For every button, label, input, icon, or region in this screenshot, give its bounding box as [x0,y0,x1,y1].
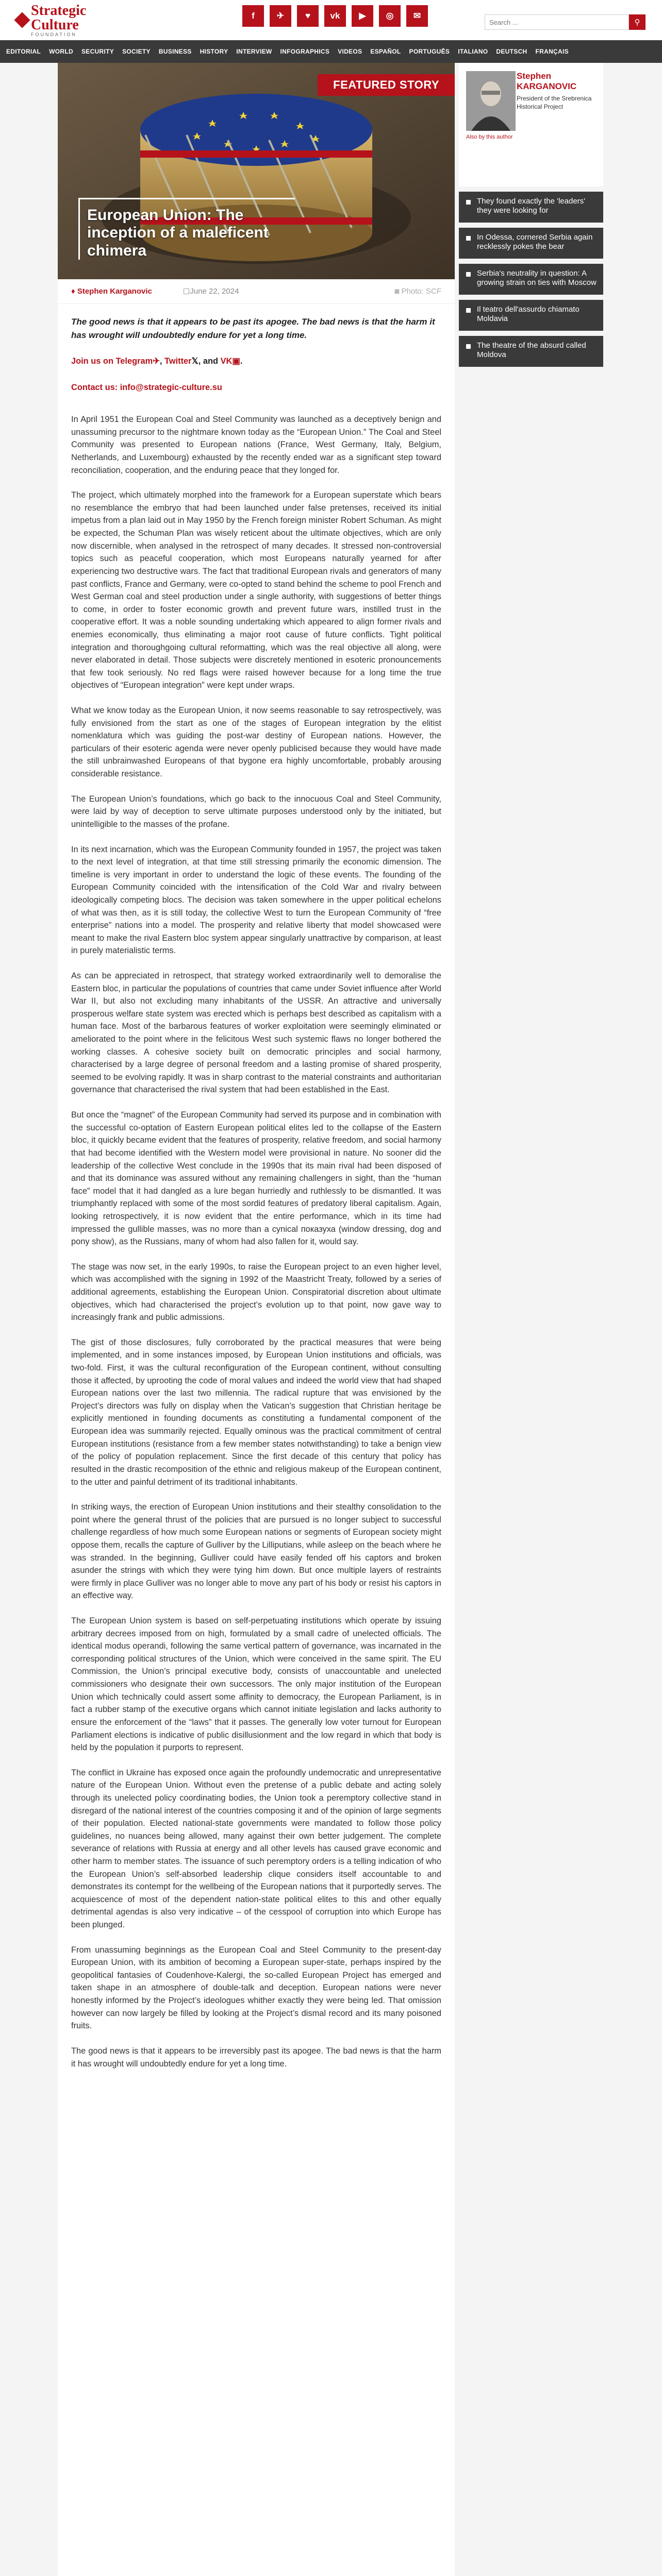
related-title: The theatre of the absurd called Moldova [477,341,586,359]
article-paragraph: In April 1951 the European Coal and Steel Community was launched as a deceptively benign and unassuming precursor to the nightmare known today as the “European Union.” The Coal and Steel Community was presented to European nations (France, West Germany, Italy, Belgium, Netherlands, and Luxembourg) exhausted by the recently ended war as a significant step toward reconciliation, cooperation, and the enduring peace that they longed for. [71,415,441,475]
sidebar [459,63,603,372]
list-item[interactable] [459,336,603,367]
featured-badge: FEATURED STORY [318,74,455,96]
user-icon: ♦ [71,287,77,296]
list-item[interactable] [459,228,603,259]
bullet-icon [466,200,471,205]
facebook-icon[interactable]: f [242,5,264,27]
bullet-icon [466,308,471,313]
article-paragraph: The project, which ultimately morphed into the framework for a European superstate which bears no resemblance the embryo that had been launched under false pretenses, received its initial impetus from a plan laid out in May 1950 by the French foreign minister Robert Schuman. As might be expected, the Schuman Plan was wisely reticent about the ultimate objectives, which are only now discernible, when analysed in the retrospect of many decades. It stressed non-controversial topics such as peaceful cooperation, which most Europeans naturally yearned for after experiencing two destructive wars. The fact that traditional European rivals and generators of many past conflicts, France and Germany, were co-opted to stand behind the scheme to pool French and West German coal and steel production under a single authority, with suggestions of better things to come, in order to foster economic growth and prevent future wars, instilled trust in the cooperative effort. It was a noble sounding undertaking which appeared to align former rivals and enemies economically, thus eliminating a major root cause of future conflicts. Tight political integration and thoroughgoing cultural reformatting, which was the real objective all along, were never elaborated in detail. Those subjects were discretely mentioned in esoteric pronouncements that few took seriously. No red flags were raised however because for a long time the true objectives of “European integration” were kept under wraps. [71,490,441,690]
logo-line3: FOUNDATION [31,31,77,37]
nav-infographics[interactable]: INFOGRAPHICS [280,48,330,55]
list-item[interactable] [459,192,603,223]
related-title: Il teatro dell'assurdo chiamato Moldavia [477,305,580,323]
article-meta [58,279,455,304]
camera-icon: ◙ [394,287,402,296]
article-paragraph: In its next incarnation, which was the European Community founded in 1957, the project was taken to the next level of integration, at that time still stressing primarily the economic dimension. The timeline is very important in order to understand the logic of these events. The founding of the European Community coincided with the intensification of the Cold War and rivalry between ideologically competing blocs. The decision was taken somewhere in the upper political echelons of what was then, as it is still today, the collective West to turn the European Community of “free enterprise” nations into a model. The prosperity and relative liberty that model showcased were meant to make the rival Eastern bloc system appear singularly unattractive by comparison, at least in purely materialistic terms. [71,844,441,956]
sidebar-author-desc: President of the Srebrenica Historical Project [517,95,592,110]
telegram-link[interactable]: Telegram [115,357,153,366]
related-title: In Odessa, cornered Serbia again recklessly pokes the bear [477,233,593,251]
logo-mark [14,12,30,28]
rss-icon[interactable]: ◎ [379,5,401,27]
contact-email[interactable]: info@strategic-culture.su [120,382,222,392]
nav-history[interactable]: HISTORY [200,48,228,55]
article-lead: The good news is that it appears to be past its apogee. The bad news is that the harm it has wrought will undoubtedly endure for yet a long time. [71,317,435,340]
author-photo[interactable] [466,71,516,131]
article-paragraph: From unassuming beginnings as the European Coal and Steel Community to the present-day European Union, with its ambition of becoming a European super-state, perhaps inspired by the geopolitical fantasies of Coudenhove-Kalergi, the so-called European Project has emerged and taken shape in an atmosphere of double-talk and deception. European nations were never honestly informed by the Project’s ideologues whither exactly they were being led. That omission however can now largely be filled by looking at the Project’s dismal record and its many poisoned fruits. [71,1945,441,2031]
contact-label: Contact us: [71,382,120,392]
search-input[interactable] [485,14,629,30]
bullet-icon [466,236,471,241]
nav-portugues[interactable]: PORTUGUÊS [409,48,450,55]
join-and: , and [198,357,221,366]
article-paragraph: What we know today as the European Union, it now seems reasonable to say retrospectively, was fully envisioned from the start as one of the stages of European integration by the elitist nomenklatura which was guiding the post-war destiny of European nations. However, the particulars of their esoteric agenda were never openly publicised because they would have made the still unbrainwashed Europeans of that bygone era highly uncomfortable, probably arousing considerable resistance. [71,706,441,779]
article-paragraph: The gist of those disclosures, fully corroborated by the practical measures that were being implemented, and in some instances imposed, by European Union institutions and officials, was two-fold. First, it was the cultural reconfiguration of the European continent, without consulting those it affected, by uprooting the code of moral values and indeed the world view that had shaped European nations over the last two millennia. The radical rupture that was envisioned by the Project’s directors was fully on display when the Vatican’s suggestion that Christian heritage be explicitly mentioned in founding documents as constituting a fundamental component of the European idea was summarily rejected. Equally ominous was the practical commitment of central European institutions (resistance from a few member states notwithstanding) to take a benign view of the policy of population replacement. Since the first decade of this century that policy has resulted in the drastic recomposition of the ethnic and religious makeup of the European continent, to the utter and painful detriment of its traditional inhabitants. [71,1337,441,1487]
sidebar-author-name[interactable]: Stephen KARGANOVIC [517,71,577,92]
nav-society[interactable]: SOCIETY [122,48,151,55]
rumble-icon[interactable]: ▶ [352,5,373,27]
article-paragraph: But once the “magnet” of the European Community had served its purpose and in combination with the successful co-optation of Eastern European political elites led to the collapse of the Eastern bloc, it quickly became evident that the features of prosperity, relative freedom, and social harmony that had become identified with the Western model were provisional in nature. No sooner did the leadership of the collective West conclude in the 1990s that its main rival had been disposed of and that its dominance was assured without any remaining challengers in sight, than the “human face” model that it had dangled as a lure began hurriedly and ruthlessly to be dismantled. It was triumphantly replaced with some of the most sordid features of predatory liberal capitalism. Again, looking retrospectively, it is now evident that the entire performance, which in its time had impressed the gullible masses, was no more than a cynical показуха (window dressing, dog and pony show), as the Russians, many of whom had also fallen for it, would say. [71,1110,441,1247]
logo-line1: Strategic [31,2,87,19]
hero-image [58,63,455,279]
photo-credit [394,287,441,296]
telegram-icon: ✈ [153,357,160,366]
nav-security[interactable]: SECURITY [81,48,114,55]
related-title: Serbia's neutrality in question: A growing strain on ties with Moscow [477,269,597,287]
author-card [459,63,603,187]
nav-world[interactable]: WORLD [49,48,73,55]
search-box [485,14,646,30]
author-portrait [466,71,516,131]
list-item[interactable] [459,264,603,295]
nav-videos[interactable]: VIDEOS [338,48,362,55]
nav-deutsch[interactable]: DEUTSCH [496,48,527,55]
odnoklassniki-icon[interactable]: ♥ [297,5,319,27]
nav-interview[interactable]: INTERVIEW [236,48,272,55]
join-prefix: Join us on [71,357,116,366]
article-body [58,304,455,2070]
contact-us [71,381,441,394]
nav-espanol[interactable]: ESPAÑOL [370,48,401,55]
calendar-icon: ☐ [183,287,190,296]
nav-italiano[interactable]: ITALIANO [458,48,488,55]
author-info [517,71,597,128]
article-paragraph: The good news is that it appears to be irreversibly past its apogee. The bad news is that the harm it has wrought will undoubtedly endure for yet a long time. [71,2046,441,2069]
nav-francais[interactable]: FRANÇAIS [535,48,569,55]
also-by-author-link[interactable]: Also by this author [466,134,513,140]
author-name: Stephen Karganovic [77,287,152,296]
join-us: Join us on Telegram✈, Twitter𝕏, and VK▣. [71,357,243,366]
vk-icon[interactable]: vk [324,5,346,27]
logo-line2: Culture [31,16,79,33]
social-links [242,5,428,27]
x-icon: 𝕏 [191,357,198,366]
photo-credit-text: Photo: SCF [401,287,441,296]
article-paragraph: The conflict in Ukraine has exposed once again the profoundly undemocratic and unrepresentative nature of the European Union. Without even the pretense of a public debate and acting solely through its unelected policy coordinating bodies, the Union took a peremptory collective stand in disregard of the national interest of the countries composing it and of the opinion of large segments of their population. Elected national-state governments were mandated to follow those policy guidelines, no nuances being allowed, many against their own better judgement. The complete severance of relations with Russia at energy and all other levels has caused grave economic and other harm to member states. The issuance of such peremptory orders is a telling indication of who the European Union’s self-absorbed leadership clique considers itself accountable to and demonstrates its contempt for the wellbeing of the European nations that it purportedly serves. The acquiescence of most of the dependent nation-state political elites to this and other equally detrimental agendas is also very indicative – of the cesspool of corruption into which Europe has been plunged. [71,1768,441,1930]
top-header [0,0,662,40]
telegram-icon[interactable]: ✈ [270,5,291,27]
bullet-icon [466,272,471,277]
twitter-link[interactable]: Twitter [164,357,192,366]
main-nav [0,40,662,63]
list-item[interactable] [459,300,603,331]
vk-icon: ▣ [232,357,240,366]
article-paragraph: The European Union system is based on self-perpetuating institutions which operate by issuing arbitrary decrees imposed from on high, formulated by a small cadre of unelected officials. The identical modus operandi, following the same vertical pattern of governance, was incarnated in the corresponding political structures of the Union, which were conceived in the same spirit. The EU Commission, the Union’s principal executive body, consists of unaccountable and unelected commissioners who designate their own successors. The only major institution of the European Union which technically could assert some affinity to democracy, the European Parliament, is in fact a rubber stamp of the executive organs which cannot initiate legislation and lacks authority to ensure the enforcement of the “laws” that it passes. The generally low voter turnout for European Parliament elections is indicative of public disillusionment and the low regard in which that body is held by the population it purports to represent. [71,1616,441,1753]
article-paragraph: In striking ways, the erection of European Union institutions and their stealthy consolidation to the point where the general thrust of the policies that are pursued is no longer subject to successful challenge regardless of how much some European nations or segments of European society might oppose them, recalls the capture of Gulliver by the Lilliputians, while asleep on the beach where he was stranded. In the beginning, Gulliver could have easily fended off his captors and broken asunder the strings with which they were tying him down. But once multiple layers of restraints were firmly in place Gulliver was no longer able to move any part of his body or resist his captors in an effective way. [71,1502,441,1601]
main-column [58,63,455,2576]
article-date: June 22, 2024 [190,287,239,296]
article-paragraph: As can be appreciated in retrospect, that strategy worked extraordinarily well to demoralise the Eastern bloc, in particular the populations of countries that came under Soviet influence after World War II, but also not excluding many inhabitants of the USSR. An attractive and universally prosperous welfare state system was erected which is perhaps best described as capitalism with a human face. Most of the barbarous features of worker exploitation were seemingly eliminated or ameliorated to the point where in the felicitous West such systemic flaws no longer bothered the working classes. A cohesive society built on democratic principles and social harmony, characterised by a large degree of personal freedom and a lasting promise of shared prosperity, seemed to be evolving rapidly. It was in sharp contrast to the material constraints and authoritarian governance that characterised the rival system that had been established in the East. [71,971,441,1095]
nav-editorial[interactable]: EDITORIAL [6,48,41,55]
site-logo[interactable] [16,4,86,37]
email-icon[interactable]: ✉ [406,5,428,27]
author-link[interactable] [71,287,152,296]
vk-link[interactable]: VK [220,357,233,366]
nav-business[interactable]: BUSINESS [158,48,192,55]
related-title: They found exactly the 'leaders' they were looking for [477,197,586,215]
search-icon[interactable]: ⚲ [629,14,646,30]
article-paragraph: The European Union’s foundations, which go back to the innocuous Coal and Steel Community, were laid by way of deception to serve ultimate purposes understood only by the initiated, but unintelligible to the masses of the profane. [71,794,441,829]
article-paragraph: The stage was now set, in the early 1990s, to raise the European project to an even higher level, which was accomplished with the signing in 1992 of the Maastricht Treaty, followed by a series of additional agreements, establishing the European Union. Conspiratorial discretion about ultimate objectives, which had characterised the project’s evolution up to that point, now gave way to increasingly frank and public admissions. [71,1262,441,1323]
article-title: European Union: The inception of a maleficent chimera [78,198,295,260]
related-list [459,192,603,367]
bullet-icon [466,344,471,349]
